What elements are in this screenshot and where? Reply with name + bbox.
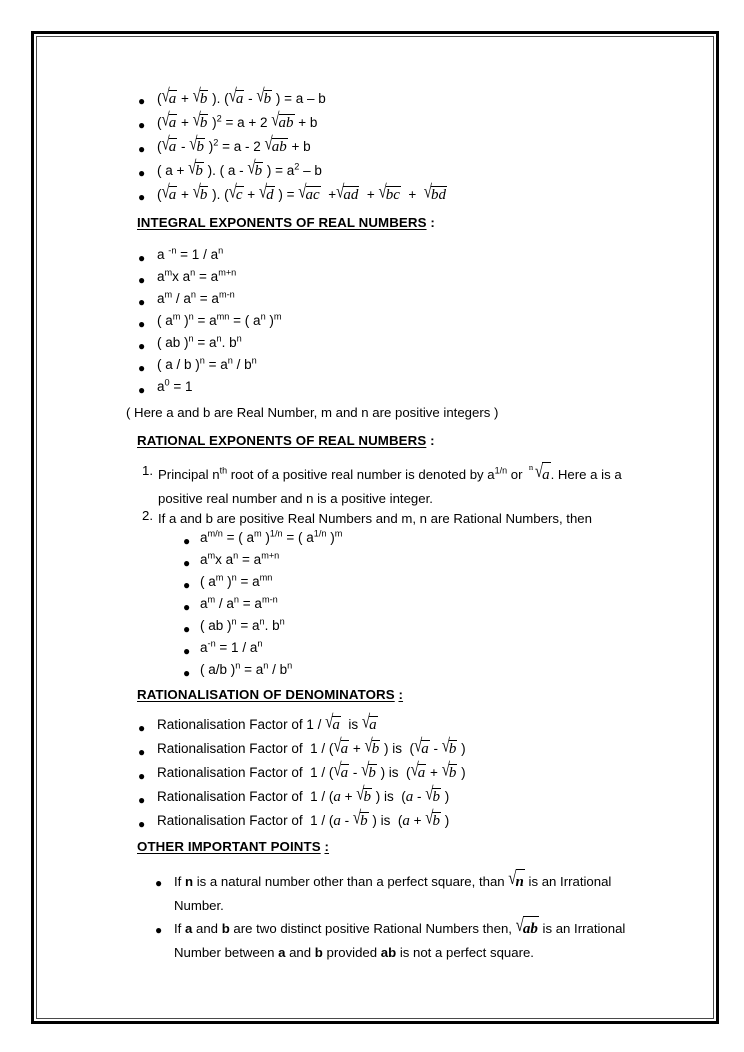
bullet-marker — [138, 794, 145, 806]
bullet-marker — [183, 557, 190, 569]
other-point-item: If a and b are two distinct positive Rational Numbers then, √ab is an Irrational Number between a and b provided ab is not a perfect square. — [174, 916, 626, 960]
bullet-marker — [183, 535, 190, 547]
bullet-marker — [138, 95, 145, 107]
formula-item: $a^{m/n}$ = ( $a^m$ )$^{1/n}$ = ( $a^{1/n}$ )$^m$ — [200, 528, 343, 545]
formula-item: (√a + √b ). (√a - √b ) = a – b — [157, 86, 326, 107]
formula-item: ( $a^m$ )$^n = a^{mn}$ — [200, 572, 273, 589]
heading-rational-exponents — [137, 433, 435, 448]
formula-item: ( a + √b ). ( a - √b ) = $a^2$ – b — [157, 158, 322, 179]
bullet-marker — [138, 296, 145, 308]
bullet-marker — [138, 191, 145, 203]
bullet-marker — [138, 318, 145, 330]
bullet-marker — [138, 119, 145, 131]
bullet-marker — [138, 722, 145, 734]
bullet-marker — [138, 274, 145, 286]
bullet-marker — [155, 877, 162, 889]
note-real-number-condition: ( Here a and b are Real Number, m and n are positive integers ) — [126, 405, 499, 420]
rationalisation-item: Rationalisation Factor of 1 / (√a + √b ) is (√a - √b ) — [157, 736, 466, 757]
other-point-item: If n is a natural number other than a perfect square, than √n is an Irrational Number. — [174, 869, 612, 913]
bullet-marker — [155, 924, 162, 936]
formula-item: $a^m / a^n = a^{m-n}$ — [200, 594, 278, 611]
heading-other-points — [137, 839, 329, 854]
formula-item: ( ab )$^n = a^n$. $b^n$ — [157, 333, 242, 350]
heading-colon: : — [398, 687, 404, 702]
formula-item: $a^mx$ $a^n = a^{m+n}$ — [200, 550, 280, 567]
numbered-item-1-text: Principal $n^{th}$ root of a positive real number is denoted by $a^{1/n}$ or n √a. Here a is a positive real number and n is a positive integer. — [158, 462, 622, 506]
bullet-marker — [138, 340, 145, 352]
rationalisation-label: Rationalisation Factor of — [157, 717, 303, 732]
heading-text: OTHER IMPORTANT POINTS — [137, 839, 321, 854]
bullet-marker — [183, 623, 190, 635]
heading-colon: : — [430, 433, 435, 448]
formula-item: ( a / b )$^n = a^n / b^n$ — [157, 355, 257, 372]
formula-item: a $^{-n} = 1 / a^n$ — [157, 245, 224, 262]
heading-colon: : — [324, 839, 330, 854]
rationalisation-item: Rationalisation Factor of 1 / (√a - √b ) is (√a + √b ) — [157, 760, 466, 781]
numbered-item-2-text: If a and b are positive Real Numbers and m, n are Rational Numbers, then — [158, 511, 592, 526]
bullet-marker — [183, 667, 190, 679]
formula-item: $a^m / a^n = a^{m-n}$ — [157, 289, 235, 306]
rationalisation-item: Rationalisation Factor of 1 / (a - √b ) is (a + √b ) — [157, 808, 450, 829]
bullet-marker — [183, 601, 190, 613]
formula-item: ( ab )$^n = a^n$. $b^n$ — [200, 616, 285, 633]
bullet-marker — [138, 384, 145, 396]
bullet-marker — [138, 167, 145, 179]
formula-item: (√a - √b )$^2$ = a - 2 √ab + b — [157, 134, 311, 155]
bullet-marker — [183, 579, 190, 591]
rationalisation-item: Rationalisation Factor of 1 / (a + √b ) is (a - √b ) — [157, 784, 450, 805]
bullet-marker — [138, 746, 145, 758]
bullet-marker — [138, 252, 145, 264]
heading-colon: : — [430, 215, 435, 230]
heading-text: RATIONAL EXPONENTS OF REAL NUMBERS — [137, 433, 427, 448]
bullet-marker — [138, 143, 145, 155]
rationalisation-item: Rationalisation Factor of 1 / √a is √a — [157, 712, 377, 733]
formula-item: (√a + √b ). (√c + √d ) = √ac +√ad + √bc + √bd — [157, 182, 446, 203]
bullet-marker — [138, 362, 145, 374]
bullet-marker — [183, 645, 190, 657]
formula-item: ( $a^m$ )$^n = a^{mn}$ = ( $a^n$ )$^m$ — [157, 311, 282, 328]
formula-item: (√a + √b )$^2$ = a + 2 √ab + b — [157, 110, 318, 131]
bullet-marker — [138, 770, 145, 782]
heading-integral-exponents — [137, 215, 435, 230]
heading-rationalisation — [137, 687, 403, 702]
bullet-marker — [138, 818, 145, 830]
heading-text: RATIONALISATION OF DENOMINATORS — [137, 687, 395, 702]
formula-item: $a^0 = 1$ — [157, 377, 193, 394]
formula-item: $a^{-n} = 1 / a^n$ — [200, 638, 263, 655]
formula-item: ( a/b )$^n = a^n / b^n$ — [200, 660, 293, 677]
heading-text: INTEGRAL EXPONENTS OF REAL NUMBERS — [137, 215, 427, 230]
list-number: 2. — [142, 508, 153, 523]
formula-item: $a^mx$ $a^n = a^{m+n}$ — [157, 267, 237, 284]
list-number: 1. — [142, 463, 153, 478]
